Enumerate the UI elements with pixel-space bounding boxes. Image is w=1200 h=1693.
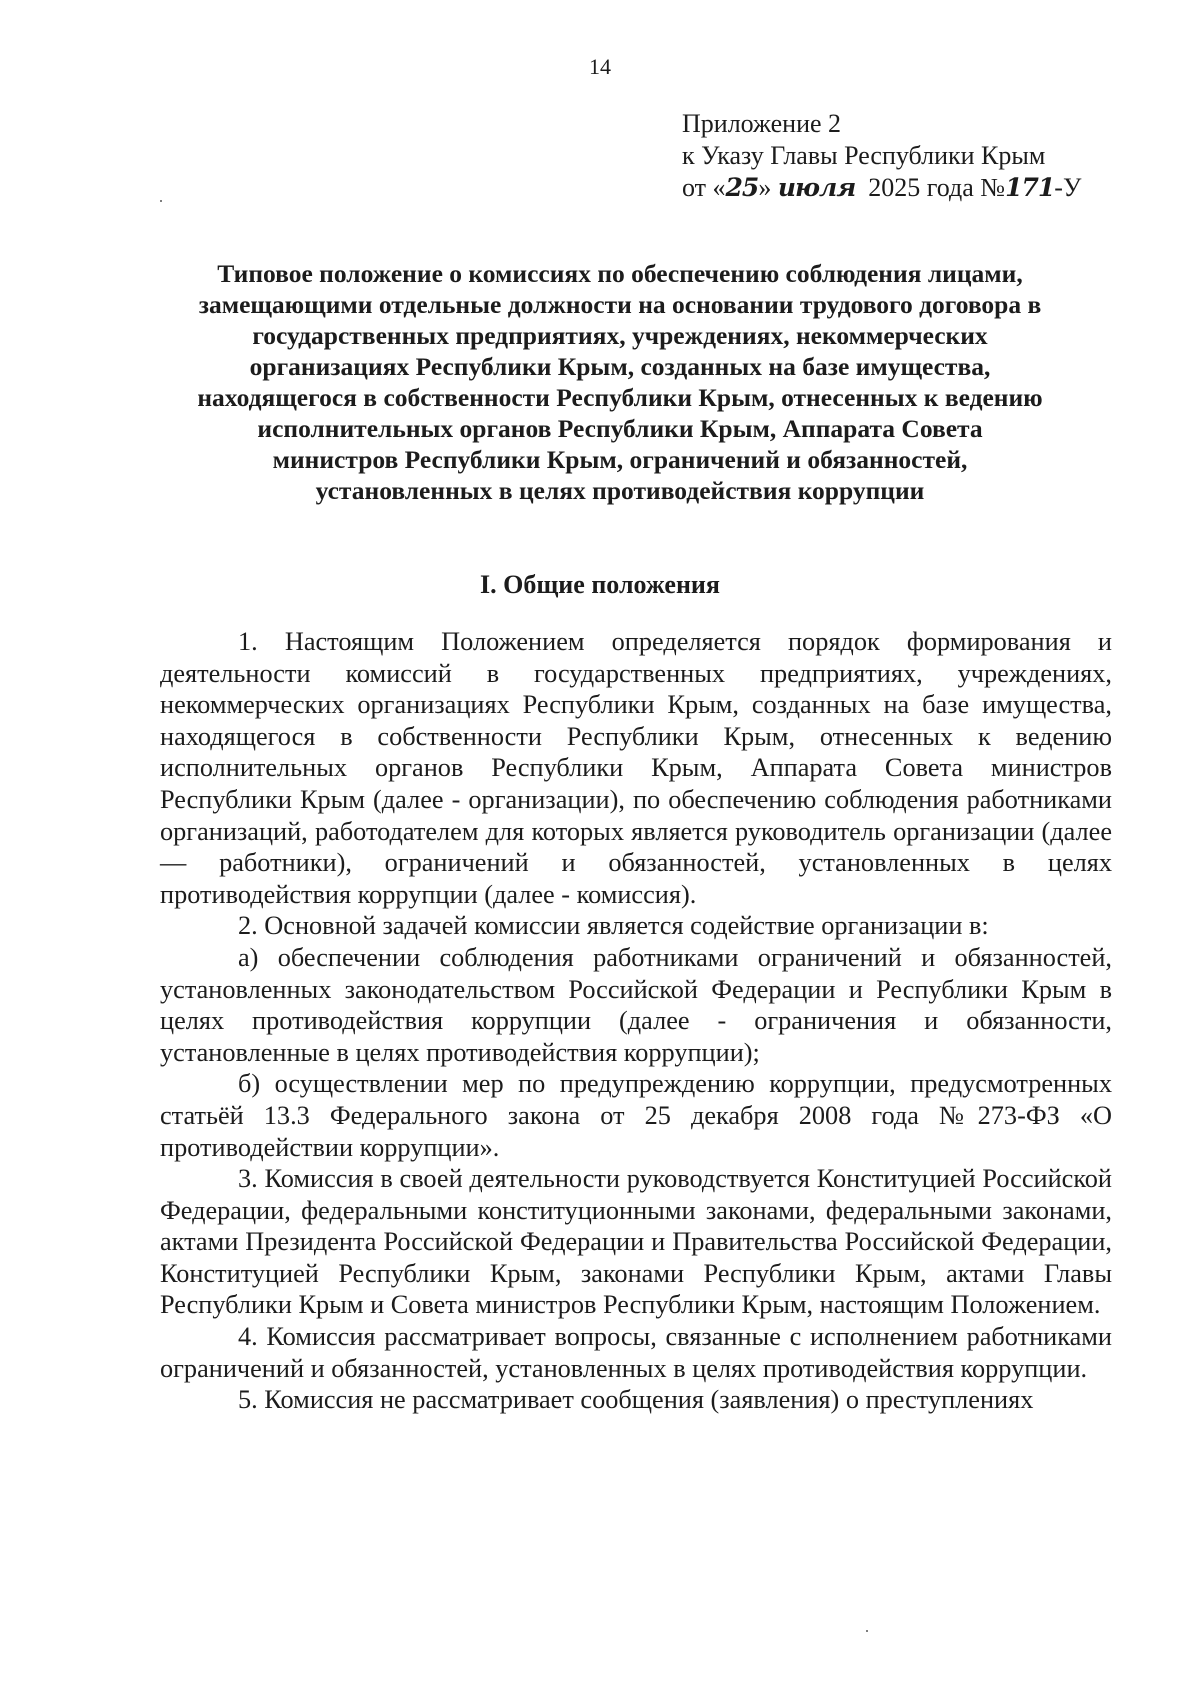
date-mid: » [758,173,778,202]
title-line: находящегося в собственности Республики Крым, отнесенных к ведению [197,383,1043,412]
handwritten-month: июля [777,173,856,202]
appendix-reference: к Указу Главы Республики Крым [682,141,1046,170]
paragraph-2b: б) осуществлении мер по предупреждению коррупции, предусмотренных статьёй 13.3 Федерального закона от 25 декабря 2008 года №273-ФЗ «О противодействии коррупции». [160,1069,1112,1162]
handwritten-number: 171 [1005,173,1055,202]
number-suffix: -У [1054,173,1082,202]
title-line: исполнительных органов Республики Крым, Аппарата Совета [257,414,983,443]
title-line: Типовое положение о комиссиях по обеспечению соблюдения лицами, [217,259,1023,288]
scan-speck [160,200,162,202]
page-number: 14 [589,54,611,79]
title-line: министров Республики Крым, ограничений и обязанностей, [272,445,968,474]
date-year: 2025 года № [855,173,1006,202]
section-heading: I. Общие положения [480,570,720,599]
paragraph-5: 5. Комиссия не рассматривает сообщения (заявления) о преступлениях [238,1385,1034,1415]
paragraph-3: 3. Комиссия в своей деятельности руководствуется Конституцией Российской Федерации, федеральными конституционными законами, федеральными законами, актами Президента Российской Федерации и Правительства Российской Федерации, Конституцией Республики Крым, законами Республики Крым, актами Главы Республики Крым и Совета министров Республики Крым, настоящим Положением. [160,1164,1112,1320]
document-title [160,258,1080,506]
paragraph-4: 4. Комиссия рассматривает вопросы, связанные с исполнением работниками ограничений и обязанностей, установленных в целях противодействия коррупции. [160,1322,1112,1383]
title-line: установленных в целях противодействия коррупции [315,476,925,505]
handwritten-day: 25 [725,173,759,202]
title-line: организациях Республики Крым, созданных на базе имущества, [249,352,991,381]
appendix-block [682,108,1081,204]
paragraph-1: 1. Настоящим Положением определяется порядок формирования и деятельности комиссий в государственных предприятиях, учреждениях, некоммерческих организациях Республики Крым, созданных на базе имущества, находящегося в собственности Республики Крым, отнесенных к ведению исполнительных органов Республики Крым, Аппарата Совета министров Республики Крым (далее - организации), по обеспечению соблюдения работниками организаций, работодателем для которых является руководитель организации (далее — работники), ограничений и обязанностей, установленных в целях противодействия коррупции (далее - комиссия). [160,627,1112,909]
document-body [160,626,1112,1416]
title-line: замещающими отдельные должности на основании трудового договора в [198,290,1042,319]
paragraph-2: 2. Основной задачей комиссии является содействие организации в: [238,911,989,941]
paragraph-2a: а) обеспечении соблюдения работниками ограничений и обязанностей, установленных законодательством Российской Федерации и Республики Крым в целях противодействия коррупции (далее - ограничения и обязанности, установленные в целях противодействия коррупции); [160,942,1112,1067]
scan-speck [866,1630,868,1632]
appendix-date-line [682,172,1081,204]
date-prefix: от « [682,173,726,202]
title-line: государственных предприятиях, учреждениях, некоммерческих [252,321,988,350]
appendix-title: Приложение 2 [682,109,842,138]
